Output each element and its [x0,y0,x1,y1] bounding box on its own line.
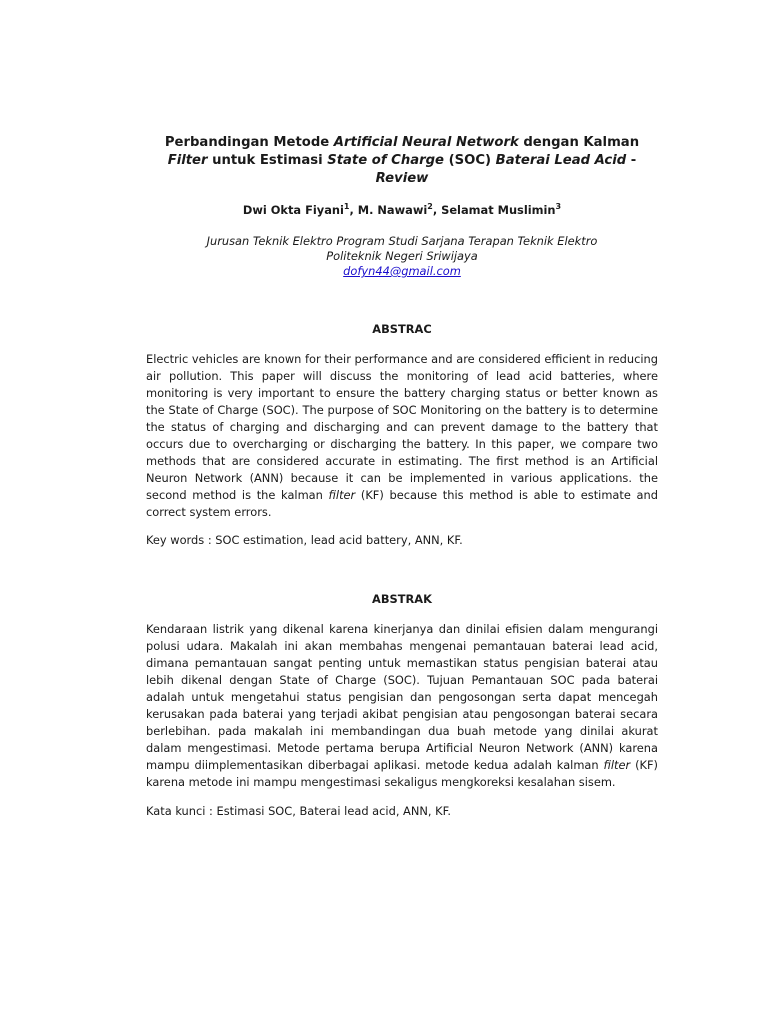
title-text: (SOC) [444,153,496,168]
title-italic-battery: Baterai Lead Acid [495,153,627,168]
author-affiliation-mark: 2 [427,202,433,212]
abstract-text: (KF) karena metode ini mampu mengestimasi sekaligus mengkoreksi kesalahan sisem. [146,758,658,790]
author-name: M. Nawawi [357,203,428,217]
author-affiliation-mark: 3 [555,202,562,212]
abstract-heading-id: ABSTRAK [372,592,432,607]
abstract-heading-en: ABSTRAC [372,322,432,336]
author-name: Selamat Muslimin [441,203,556,217]
abstract-body-id [146,621,658,791]
title-italic-review: Review [375,171,429,186]
affiliation-block [146,234,658,279]
paper-title [146,134,658,188]
abstract-body-en [146,351,658,521]
affiliation-institution: Politeknik Negeri Sriwijaya [326,249,478,263]
title-text: dengan Kalman [518,135,640,150]
author-affiliation-mark: 1 [343,202,350,212]
title-italic-filter: Filter [167,153,208,168]
title-text: untuk Estimasi [207,153,328,168]
author-separator: , [349,203,358,217]
author-name: Dwi Okta Fiyani [242,203,344,217]
keywords-id: Kata kunci : Estimasi SOC, Baterai lead acid, ANN, KF. [146,803,451,818]
abstract-italic-term: filter [328,488,356,502]
author-list [146,202,658,218]
title-italic-soc: State of Charge [327,153,445,168]
abstract-text: Kendaraan listrik yang dikenal karena kinerjanya dan dinilai efisien dalam mengurangi polusi udara. Makalah ini akan membahas mengenai pemantauan baterai lead acid, dimana pemantauan sangat penting untuk memastikan status pengisian baterai atau lebih dikenal dengan State of Charge (SOC). Tujuan Pemantauan SOC pada baterai adalah untuk mengetahui status pengisian dan pengosongan serta dapat mencegah kerusakan pada baterai yang terjadi akibat pengisian atau pengosongan baterai secara berlebihan. pada makalah ini membandingan dua buah metode yang dinilai akurat dalam mengestimasi. Metode pertama berupa Artificial Neuron Network (ANN) karena mampu diimplementasikan diberbagai aplikasi. metode kedua adalah kalman [146,622,658,773]
abstract-text: (KF) because this method is able to estimate and correct system errors. [146,488,658,519]
keywords-en: Key words : SOC estimation, lead acid battery, ANN, KF. [146,533,463,548]
title-text: Perbandingan Metode [164,135,334,150]
abstract-italic-term: filter [603,758,631,773]
author-email-link[interactable]: dofyn44@gmail.com [343,264,461,278]
affiliation-department: Jurusan Teknik Elektro Program Studi Sarjana Terapan Teknik Elektro [206,234,598,248]
title-text: - [626,153,637,168]
title-italic-ann: Artificial Neural Network [333,135,519,150]
paper-page [146,134,658,820]
abstract-text: Electric vehicles are known for their performance and are considered efficient in reducing air pollution. This paper will discuss the monitoring of lead acid batteries, where monitoring is very important to ensure the battery charging status or better known as the State of Charge (SOC). The purpose of SOC Monitoring on the battery is to determine the status of charging and discharging and can prevent damage to the battery that occurs due to overcharging or discharging the battery. In this paper, we compare two methods that are considered accurate in estimating. The first method is an Artificial Neuron Network (ANN) because it can be implemented in various applications. the second method is the kalman [146,352,658,502]
author-separator: , [432,203,442,217]
